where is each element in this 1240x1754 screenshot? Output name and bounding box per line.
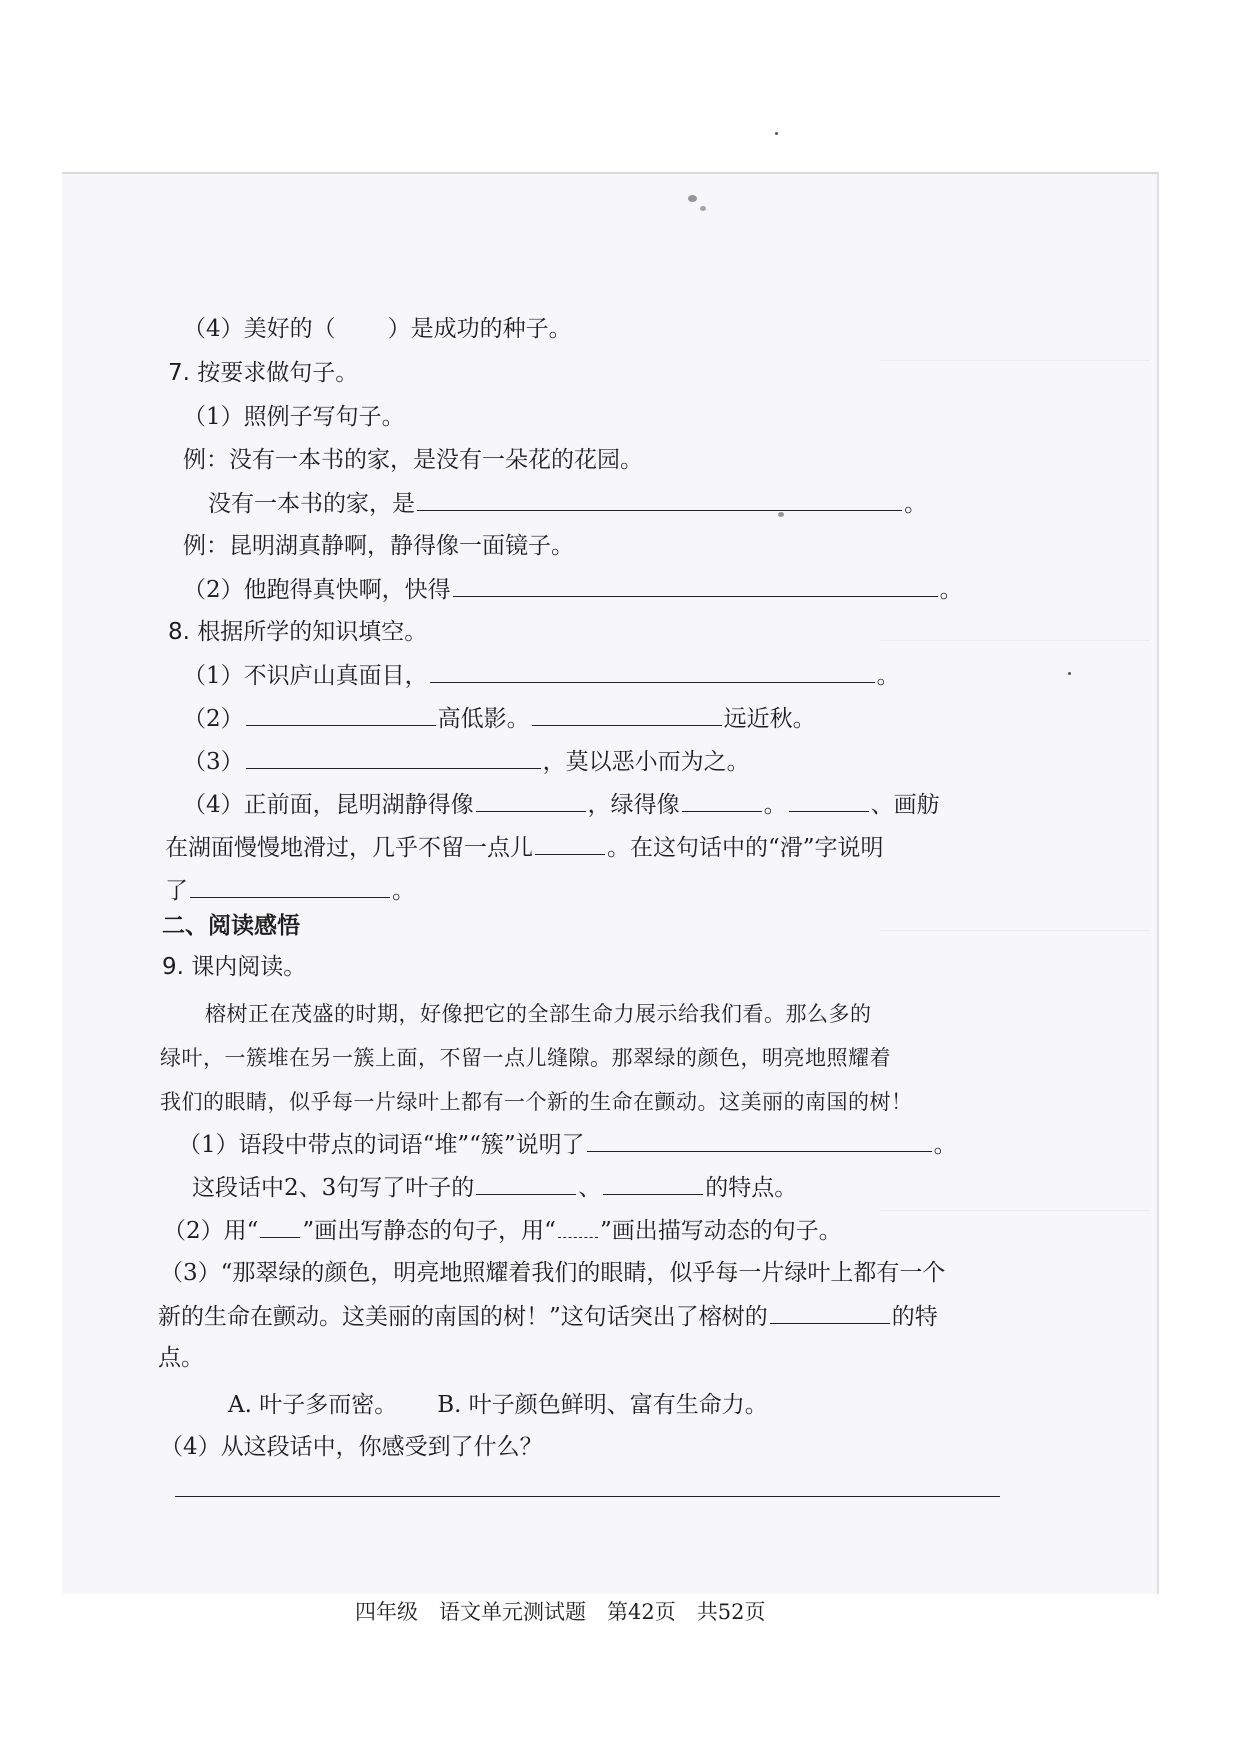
q8-item1-prefix: （1）不识庐山真面目， [183, 663, 428, 689]
bleed-line [880, 1210, 1150, 1211]
q8-item4-line3-a: 了 [165, 878, 188, 904]
q9-passage-line1: 榕树正在茂盛的时期，好像把它的全部生命力展示给我们看。那么多的 [205, 1002, 872, 1026]
q8-item4-d: 、画舫 [870, 792, 940, 818]
q9-item1-blank-3[interactable] [603, 1170, 703, 1195]
q9-item1-line2-b: 、 [578, 1175, 602, 1201]
bleed-line [880, 360, 1150, 361]
q8-item4-c: 。 [763, 792, 787, 818]
q9-item4: （4）从这段话中，你感受到了什么？ [160, 1434, 543, 1460]
q8-item4-line3-b: 。 [392, 878, 415, 904]
q8-item2-prefix: （2） [183, 706, 244, 732]
q9-passage-line2: 绿叶，一簇堆在另一簇上面，不留一点儿缝隙。那翠绿的颜色，明亮地照耀着 [160, 1046, 891, 1070]
q8-item2-blank-2[interactable] [532, 701, 722, 726]
q6-item4-text-a: （4）美好的（ [183, 316, 336, 342]
q7-line1 [208, 486, 927, 521]
q8-item4-blank-3[interactable] [789, 787, 869, 812]
q8-item3-end: ，莫以恶小而为之。 [542, 749, 750, 775]
q8-item3-blank[interactable] [246, 744, 541, 769]
q8-item2-blank-1[interactable] [246, 701, 436, 726]
q8-item4 [183, 787, 940, 822]
q9-item1-end: 。 [933, 1132, 957, 1158]
q9-item2-dynamic-mark [558, 1213, 598, 1238]
q8-item4-line2-b: 。在这句话中的“滑”字说明 [607, 835, 884, 861]
q9-item3-line2 [158, 1299, 938, 1334]
q8-item2 [183, 701, 816, 736]
q8-item2-end: 远近秋。 [723, 706, 816, 732]
q8-item4-blank-5[interactable] [190, 873, 390, 898]
q9-item2-static-mark [260, 1213, 300, 1238]
q8-title: 8. 根据所学的知识填空。 [168, 619, 428, 645]
q9-item2-c: ”画出描写动态的句子。 [599, 1218, 842, 1244]
q8-item4-b: ，绿得像 [587, 792, 680, 818]
q8-item4-blank-2[interactable] [682, 787, 762, 812]
q8-item4-line2 [165, 830, 884, 865]
q9-item1-line2 [192, 1170, 797, 1205]
q8-item4-a: （4）正前面，昆明湖静得像 [183, 792, 474, 818]
page-footer: 四年级 语文单元测试题 第42页 共52页 [355, 1600, 766, 1624]
q9-item3-line3: 点。 [158, 1345, 204, 1371]
q9-option-b[interactable]: B. 叶子颜色鲜明、富有生命力。 [437, 1392, 768, 1418]
bleed-line [880, 640, 1150, 641]
q9-option-a[interactable]: A. 叶子多而密。 [228, 1392, 398, 1418]
q7-item2-blank[interactable] [453, 572, 938, 597]
q7-item2-end: 。 [939, 577, 963, 603]
q6-item4-text-b: ）是成功的种子。 [387, 316, 572, 342]
q9-item1-blank-2[interactable] [476, 1170, 576, 1195]
q9-item3-line1: （3）“那翠绿的颜色，明亮地照耀着我们的眼睛，似乎每一片绿叶上都有一个 [160, 1260, 946, 1286]
q9-item3-blank[interactable] [770, 1299, 890, 1324]
q9-item4-answer-line[interactable] [175, 1496, 1000, 1497]
q8-item3 [183, 744, 750, 779]
q9-item2-b: ”画出写静态的句子，用“ [302, 1218, 556, 1244]
q9-item1-line2-a: 这段话中2、3句写了叶子的 [192, 1175, 475, 1201]
q7-example2: 例：昆明湖真静啊，静得像一面镜子。 [183, 533, 574, 559]
q7-line1-prefix: 没有一本书的家，是 [208, 491, 415, 517]
q8-item3-prefix: （3） [183, 749, 244, 775]
q7-title: 7. 按要求做句子。 [168, 360, 359, 386]
q9-item1-blank[interactable] [587, 1127, 932, 1152]
q9-item1 [178, 1127, 957, 1162]
bleed-line [880, 930, 1150, 931]
q9-item1-prefix: （1）语段中带点的词语“堆”“簇”说明了 [178, 1132, 585, 1158]
q8-item1-end: 。 [876, 663, 900, 689]
q9-item3-line2-a: 新的生命在颤动。这美丽的南国的树！”这句话突出了榕树的 [158, 1304, 768, 1330]
section2-title: 二、阅读感悟 [162, 913, 300, 939]
q7-item2 [183, 572, 963, 607]
q7-example1: 例：没有一本书的家，是没有一朵花的花园。 [183, 447, 643, 473]
q8-item1-blank[interactable] [430, 658, 875, 683]
q9-item2-a: （2）用“ [163, 1218, 259, 1244]
q9-passage-line3: 我们的眼睛，似乎每一片绿叶上都有一个新的生命在颤动。这美丽的南国的树！ [160, 1090, 913, 1114]
q6-item4 [183, 312, 572, 346]
q8-item4-blank-4[interactable] [535, 830, 605, 855]
q8-item2-mid: 高低影。 [437, 706, 530, 732]
q7-line1-blank[interactable] [417, 486, 902, 511]
q8-item4-line2-a: 在湖面慢慢地滑过，几乎不留一点儿 [165, 835, 533, 861]
speck [700, 206, 706, 211]
speck [775, 132, 778, 135]
q7-item2-prefix: （2）他跑得真快啊，快得 [183, 577, 451, 603]
q8-item4-line3 [165, 873, 415, 908]
q9-item3-line2-b: 的特 [891, 1304, 938, 1330]
q9-item2 [163, 1213, 842, 1248]
speck [1068, 672, 1071, 675]
q9-title: 9. 课内阅读。 [162, 954, 307, 980]
q7-line1-end: 。 [904, 491, 927, 517]
q9-item1-line2-c: 的特点。 [705, 1175, 798, 1201]
q8-item4-blank-1[interactable] [476, 787, 586, 812]
q7-item1: （1）照例子写句子。 [183, 404, 405, 430]
q8-item1 [183, 658, 900, 693]
speck [688, 195, 697, 202]
q9-options [228, 1388, 768, 1422]
